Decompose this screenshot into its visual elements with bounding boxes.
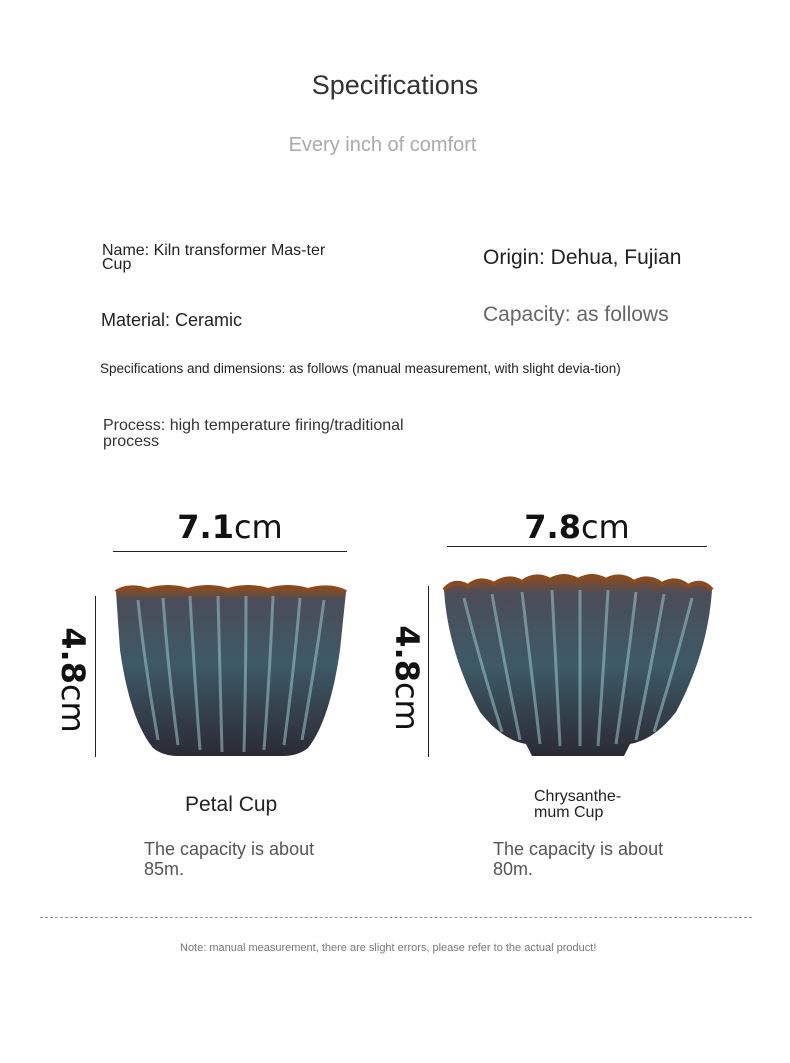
divider bbox=[40, 917, 752, 918]
cup2-capacity: The capacity is about 80m. bbox=[493, 839, 664, 879]
cup1-width-unit: cm bbox=[233, 508, 283, 546]
cup2-width-value: 7.8 bbox=[524, 508, 581, 546]
cup1-height-value: 4.8 bbox=[54, 627, 92, 684]
cup2-height-value: 4.8 bbox=[388, 625, 426, 682]
cup1-height-label bbox=[52, 620, 92, 740]
cup1-name: Petal Cup bbox=[185, 793, 278, 816]
cup1-width-value: 7.1 bbox=[177, 508, 234, 546]
spec-material: Material: Ceramic bbox=[101, 310, 243, 330]
spec-capacity: Capacity: as follows bbox=[483, 303, 669, 326]
cup2-height-line bbox=[428, 586, 429, 757]
spec-name: Name: Kiln transformer Mas-ter Cup bbox=[102, 242, 326, 273]
chrysanthemum-cup-image bbox=[440, 572, 716, 760]
cup1-width-label bbox=[113, 508, 347, 546]
cup1-capacity: The capacity is about 85m. bbox=[144, 839, 315, 879]
petal-cup-image bbox=[108, 580, 354, 760]
cup1-width-line bbox=[113, 551, 347, 552]
cup2-width-label bbox=[447, 508, 707, 546]
cup2-height-unit: cm bbox=[388, 681, 426, 731]
spec-origin: Origin: Dehua, Fujian bbox=[483, 246, 682, 269]
cup1-height-unit: cm bbox=[54, 683, 92, 733]
cup2-name: Chrysanthe-mum Cup bbox=[534, 788, 622, 821]
page-subtitle: Every inch of comfort bbox=[288, 134, 477, 156]
page-title: Specifications bbox=[311, 70, 479, 100]
spec-process: Process: high temperature firing/traditional process bbox=[103, 417, 404, 450]
spec-dimensions: Specifications and dimensions: as follows (manual measurement, with slight devia-tion) bbox=[100, 361, 621, 376]
footer-note: Note: manual measurement, there are slight errors, please refer to the actual product! bbox=[180, 942, 597, 954]
cup2-width-line bbox=[447, 546, 707, 547]
cup2-width-unit: cm bbox=[580, 508, 630, 546]
cup2-height-label bbox=[386, 618, 426, 738]
cup1-height-line bbox=[95, 596, 96, 757]
